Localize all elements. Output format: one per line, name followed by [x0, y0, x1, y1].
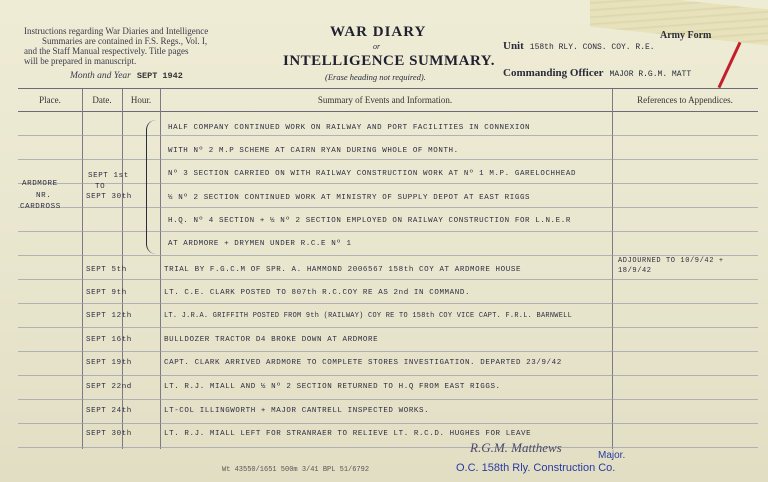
column-divider [160, 89, 161, 449]
entry-text: CAPT. CLARK ARRIVED ARDMORE TO COMPLETE STORES INVESTIGATION. DEPARTED 23/9/42 [164, 359, 562, 367]
entry-date: SEPT 22nd [86, 383, 132, 391]
entry-date: SEPT 19th [86, 359, 132, 367]
red-tag-string [718, 42, 742, 89]
unit-label: Unit [503, 40, 524, 52]
row-rule [18, 231, 758, 232]
summary-line: AT ARDMORE + DRYMEN UNDER R.C.E Nº 1 [168, 240, 352, 248]
row-rule [18, 399, 758, 400]
print-code: Wt 43550/1651 500m 3/41 BPL 51/6792 [222, 466, 370, 474]
entry-date: SEPT 24th [86, 407, 132, 415]
month-year [70, 71, 183, 81]
rank-stamp: Major. [598, 450, 626, 461]
row-rule [18, 327, 758, 328]
entry-text: LT. J.R.A. GRIFFITH POSTED FROM 9th (RAILWAY) COY RE TO 158th COY VICE CAPT. F.R.L. BARNWELL [164, 312, 573, 320]
summary-line: ½ Nº 2 SECTION CONTINUED WORK AT MINISTRY OF SUPPLY DEPOT AT EAST RIGGS [168, 194, 531, 202]
instructions-line: Instructions regarding War Diaries and Intelligence [24, 26, 209, 36]
entry-text: LT. R.J. MIALL AND ½ Nº 2 SECTION RETURNED TO H.Q FROM EAST RIGGS. [164, 383, 501, 391]
row-rule [18, 207, 758, 208]
month-year-value: SEPT 1942 [136, 71, 183, 81]
row-rule [18, 375, 758, 376]
row-rule [18, 303, 758, 304]
entry-text: BULLDOZER TRACTOR D4 BROKE DOWN AT ARDMORE [164, 336, 379, 344]
column-divider [612, 89, 613, 449]
row-rule [18, 351, 758, 352]
place-line: ARDMORE [22, 180, 58, 188]
instructions-line: and the Staff Manual respectively. Title pages [24, 46, 189, 56]
unit-value: 158th RLY. CONS. COY. R.E. [529, 43, 655, 52]
entry-date: SEPT 16th [86, 336, 132, 344]
army-form-label: Army Form [660, 30, 712, 41]
instructions-text [24, 26, 254, 66]
commanding-label: Commanding Officer [503, 67, 604, 79]
month-year-label: Month and Year [70, 71, 131, 81]
unit-stamp: O.C. 158th Rly. Construction Co. [456, 462, 616, 474]
title-intelligence-summary: INTELLIGENCE SUMMARY. [283, 53, 495, 69]
row-rule [18, 279, 758, 280]
entry-text: LT. C.E. CLARK POSTED TO 807th R.C.COY RE AS 2nd IN COMMAND. [164, 289, 471, 297]
col-date: Date. [92, 95, 112, 105]
commanding-value: MAJOR R.G.M. MATT [609, 70, 692, 79]
summary-line: H.Q. Nº 4 SECTION + ½ Nº 2 SECTION EMPLOYED ON RAILWAY CONSTRUCTION FOR L.N.E.R [168, 217, 571, 225]
entry-date: SEPT 12th [86, 312, 132, 320]
col-place: Place. [39, 95, 61, 105]
row-rule [18, 135, 758, 136]
row-rule [18, 447, 758, 448]
instructions-line: will be prepared in manuscript. [24, 56, 137, 66]
title-or: or [373, 42, 381, 51]
entry-date: SEPT 30th [86, 430, 132, 438]
signature: R.G.M. Matthews [470, 440, 562, 455]
place-line: CARDROSS [20, 203, 61, 211]
title-war-diary: WAR DIARY [330, 24, 427, 40]
summary-line: Nº 3 SECTION CARRIED ON WITH RAILWAY CONSTRUCTION WORK AT Nº 1 M.P. GARELOCHHEAD [168, 170, 577, 178]
grouping-brace [146, 120, 157, 254]
column-divider [82, 89, 83, 449]
entry-date: SEPT 9th [86, 289, 127, 297]
place-line: NR. [36, 192, 52, 200]
col-summary: Summary of Events and Information. [317, 95, 453, 105]
row-rule [18, 159, 758, 160]
commanding-officer-field [503, 67, 691, 79]
row-rule [18, 183, 758, 184]
summary-line: HALF COMPANY CONTINUED WORK ON RAILWAY AND PORT FACILITIES IN CONNEXION [168, 124, 531, 132]
row-rule [18, 423, 758, 424]
col-references: References to Appendices. [637, 95, 733, 105]
summary-line: WITH Nº 2 M.P SCHEME AT CAIRN RYAN DURING WHOLE OF MONTH. [168, 147, 459, 155]
entry-text: TRIAL BY F.G.C.M OF SPR. A. HAMMOND 2006567 158th COY AT ARDMORE HOUSE [164, 266, 522, 274]
title-note: (Erase heading not required). [325, 72, 426, 82]
table-header-row [18, 89, 758, 112]
entry-date: SEPT 5th [86, 266, 127, 274]
col-hour: Hour. [130, 95, 152, 105]
entry-reference: ADJOURNED TO 10/9/42 + 18/9/42 [618, 257, 724, 275]
unit-field [503, 40, 655, 52]
entry-text: LT. R.J. MIALL LEFT FOR STRANRAER TO RELIEVE LT. R.C.D. HUGHES FOR LEAVE [164, 430, 532, 438]
date-range-line: TO [95, 183, 106, 191]
date-range-line: SEPT 30th [86, 193, 132, 201]
date-range-line: SEPT 1st [88, 172, 129, 180]
entry-text: LT-COL ILLINGWORTH + MAJOR CANTRELL INSPECTED WORKS. [164, 407, 430, 415]
instructions-line: Summaries are contained in F.S. Regs., Vol. I, [42, 36, 208, 46]
